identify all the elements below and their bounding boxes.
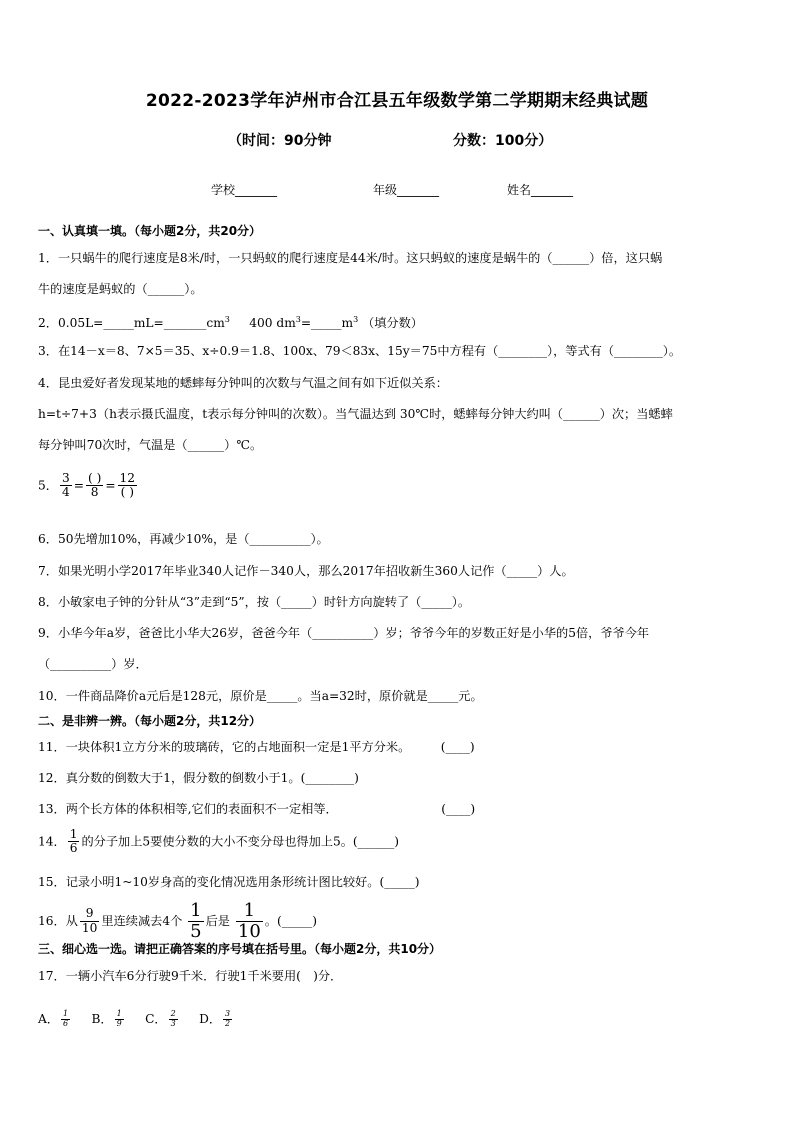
section-1-heading: 一、认真填一填。（每小题2分，共20分） [38, 224, 262, 238]
question-2-note: （填分数） [362, 316, 423, 331]
time-label: （时间：90分钟 [228, 133, 332, 149]
question-4-line-2: h=t÷7+3（h表示摄氏温度，t表示每分钟叫的次数）。当气温达到 30℃时，蟋蟀每分钟大约叫（______）次；当蟋蟀 [38, 407, 673, 421]
question-2 [38, 311, 758, 332]
question-12: 12．真分数的倒数大于1，假分数的倒数小于1。(________) [38, 771, 359, 785]
equals-sign: = [73, 478, 84, 493]
question-16-part-c: 后是 [205, 913, 230, 928]
question-4-line-3: 每分钟叫70次时，气温是（______）℃。 [38, 438, 263, 452]
fraction: $\frac{1}{6}$ [69, 827, 78, 856]
superscript-3: 3 [224, 315, 230, 324]
question-4-line-1: 4．昆虫爱好者发现某地的蟋蟀每分钟叫的次数与气温之间有如下近似关系： [38, 376, 448, 390]
question-1-line-2: 牛的速度是蚂蚁的（______）。 [38, 282, 203, 296]
fraction: $\frac{1}{5}$ [190, 900, 202, 942]
question-5-number: 5． [38, 478, 58, 493]
question-16-part-a: 16．从 [38, 913, 78, 928]
question-14 [38, 828, 758, 856]
question-17: 17．一辆小汽车6分行驶9千米．行驶1千米要用( )分． [38, 969, 343, 983]
equals-sign: = [105, 478, 116, 493]
question-2-part-b: 400 d [249, 316, 285, 331]
option-d: D． $\frac{3}{2}$ [199, 1009, 231, 1028]
question-17-options [38, 1010, 758, 1029]
unit-m: m [341, 316, 354, 331]
question-14-number: 14． [38, 834, 66, 849]
question-15: 15．记录小明1~10岁身高的变化情况选用条形统计图比较好。(_____) [38, 875, 420, 889]
question-8: 8．小敏家电子钟的分针从“3”走到“5”，按（_____）时针方向旋转了（_____）。 [38, 595, 471, 609]
score-label: 分数：100分） [453, 133, 553, 149]
option-b: B． $\frac{1}{9}$ [91, 1009, 122, 1028]
question-6: 6．50先增加10%，再减少10%，是（__________）。 [38, 532, 329, 546]
question-1-line-1: 1．一只蜗牛的爬行速度是8米/时，一只蚂蚁的爬行速度是44米/时。这只蚂蚁的速度是蜗牛的（______）倍，这只蜗 [38, 251, 663, 265]
fraction: $\frac{12}{( )}$ [119, 471, 136, 500]
section-2-heading: 二、是非辨一辨。（每小题2分，共12分） [38, 714, 262, 728]
grade-field: 年级_______ [373, 183, 440, 197]
question-14-text: 的分子加上5要使分数的大小不变分母也得加上5。(______) [81, 834, 399, 849]
option-c: C． $\frac{2}{3}$ [145, 1009, 176, 1028]
question-11: 11．一块体积1立方分米的玻璃砖，它的占地面积一定是1平方分米。 (____) [38, 740, 475, 754]
question-3: 3．在14－x＝8、7×5＝35、x÷0.9＝1.8、100x、79＜83x、15y＝75中方程有（________），等式有（________）。 [38, 344, 682, 358]
fraction: $\frac{9}{10}$ [81, 906, 98, 935]
question-16-part-d: 。(_____) [264, 913, 317, 928]
question-10: 10．一件商品降价a元后是128元，原价是_____。当a=32时，原价就是_____元。 [38, 689, 483, 703]
superscript-3: 3 [295, 315, 301, 324]
section-3-heading: 三、细心选一选。请把正确答案的序号填在括号里。（每小题2分，共10分） [38, 942, 442, 956]
question-2-part-c: =_____ [300, 316, 342, 331]
question-2-part-a: 2．0.05L=_____mL=_______c [38, 316, 214, 331]
question-13: 13．两个长方体的体积相等,它们的表面积不一定相等． (____) [38, 802, 476, 816]
page-title: 2022-2023学年泸州市合江县五年级数学第二学期期末经典试题 [145, 91, 649, 111]
fraction: $\frac{1}{10}$ [237, 900, 261, 942]
superscript-3: 3 [353, 315, 359, 324]
question-16-part-b: 里连续减去4个 [101, 913, 183, 928]
unit-m: m [213, 316, 225, 331]
question-9-line-2: （__________）岁． [38, 657, 148, 671]
name-field: 姓名_______ [507, 183, 574, 197]
question-9-line-1: 9．小华今年a岁，爸爸比小华大26岁，爸爸今年（__________）岁；爷爷今年的岁数正好是小华的5倍，爷爷今年 [38, 626, 650, 640]
school-field: 学校_______ [211, 183, 278, 197]
question-7: 7．如果光明小学2017年毕业340人记作－340人，那么2017年招收新生360人记作（_____）人。 [38, 564, 574, 578]
question-16 [38, 901, 758, 942]
fraction: $\frac{( )}{8}$ [87, 471, 102, 500]
option-a: A． $\frac{1}{6}$ [38, 1009, 69, 1028]
unit-m: m [284, 316, 296, 331]
question-5 [38, 472, 758, 500]
fraction: $\frac{3}{4}$ [61, 471, 70, 500]
